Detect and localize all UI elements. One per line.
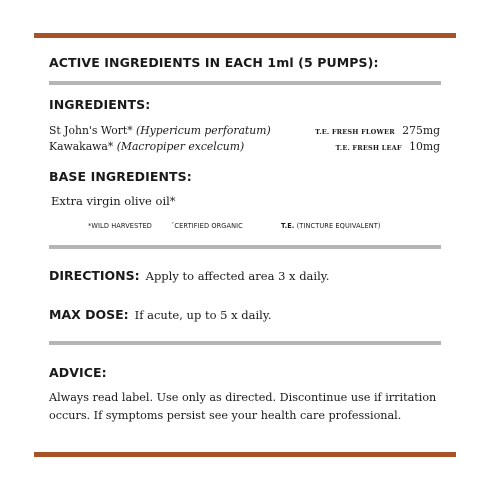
divider-2 bbox=[49, 245, 441, 249]
legend-wild-harvested: *WILD HARVESTED bbox=[88, 222, 152, 230]
base-ingredient-item: Extra virgin olive oil* bbox=[51, 194, 176, 208]
ingredient-amount-row-2 bbox=[336, 140, 440, 153]
active-ingredients-heading: ACTIVE INGREDIENTS IN EACH 1ml (5 PUMPS): bbox=[49, 55, 379, 70]
max-dose-text: If acute, up to 5 x daily. bbox=[134, 308, 272, 322]
divider-1 bbox=[49, 81, 441, 85]
advice-heading: ADVICE: bbox=[49, 365, 107, 380]
advice-text: Always read label. Use only as directed. Discontinue use if irritation occurs. If symptoms persist see your health care professional. bbox=[49, 391, 437, 422]
bottom-accent-bar bbox=[34, 452, 456, 457]
max-dose-line bbox=[49, 307, 272, 322]
max-dose-label: MAX DOSE: bbox=[49, 307, 129, 322]
ingredient-amount: 275mg bbox=[402, 124, 440, 137]
legend-te-text: (TINCTURE EQUIVALENT) bbox=[296, 222, 381, 230]
base-ingredients-heading: BASE INGREDIENTS: bbox=[49, 169, 192, 184]
ingredient-type: T.E. FRESH FLOWER bbox=[315, 128, 395, 136]
ingredient-amount: 10mg bbox=[409, 140, 440, 153]
ingredients-heading: INGREDIENTS: bbox=[49, 97, 151, 112]
legend-te-abbr: T.E. bbox=[281, 222, 295, 230]
ingredient-row-2 bbox=[49, 140, 244, 153]
legend-tincture-equivalent bbox=[281, 222, 381, 230]
ingredient-latin: (Hypericum perforatum) bbox=[136, 124, 271, 137]
top-accent-bar bbox=[34, 33, 456, 38]
directions-label: DIRECTIONS: bbox=[49, 268, 140, 283]
ingredient-type: T.E. FRESH LEAF bbox=[335, 144, 402, 152]
ingredient-name: St John's Wort* bbox=[49, 124, 133, 137]
legend-certified-organic: ˇCERTIFIED ORGANIC bbox=[171, 222, 243, 230]
ingredient-amount-row-1 bbox=[315, 124, 440, 137]
ingredient-row-1 bbox=[49, 124, 271, 137]
ingredient-name: Kawakawa* bbox=[49, 140, 114, 153]
directions-line bbox=[49, 268, 329, 283]
ingredient-latin: (Macropiper excelcum) bbox=[116, 140, 245, 153]
directions-text: Apply to affected area 3 x daily. bbox=[145, 269, 330, 283]
divider-3 bbox=[49, 341, 441, 345]
